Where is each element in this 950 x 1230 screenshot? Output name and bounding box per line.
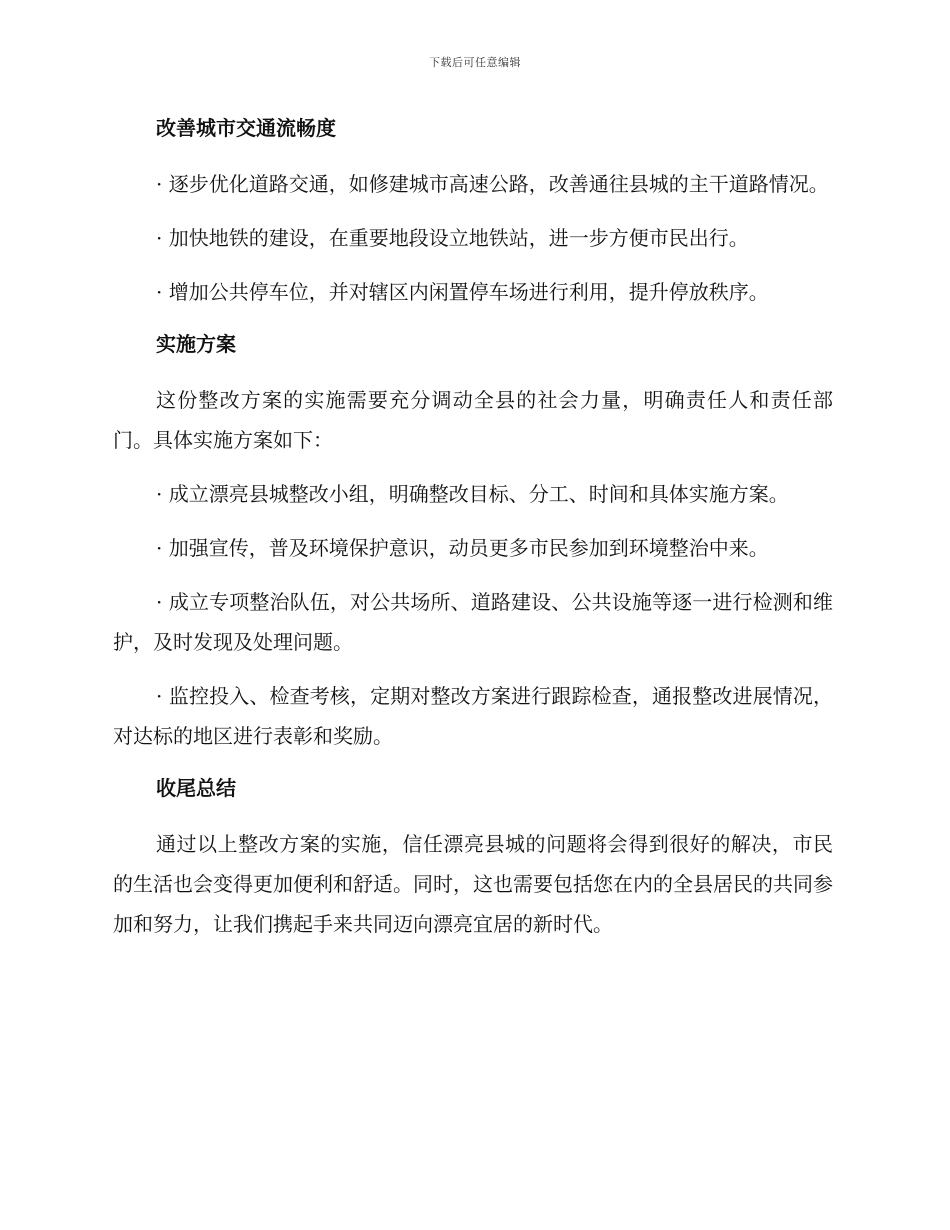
bullet-paragraph: · 成立漂亮县城整改小组，明确整改目标、分工、时间和具体实施方案。 — [156, 482, 789, 506]
bullet-paragraph: · 监控投入、检查考核，定期对整改方案进行跟踪检查，通报整改进展情况，对达标的地区进行表彰和奖励。 — [113, 684, 833, 748]
section-summary — [113, 770, 833, 944]
section-heading: 改善城市交通流畅度 — [156, 116, 336, 140]
section-implementation — [113, 326, 833, 756]
bullet-paragraph: · 逐步优化道路交通，如修建城市高速公路，改善通往县城的主干道路情况。 — [156, 172, 829, 196]
section-heading: 实施方案 — [156, 332, 236, 356]
bullet-paragraph: · 增加公共停车位，并对辖区内闲置停车场进行利用，提升停放秩序。 — [156, 280, 769, 304]
document-body — [113, 110, 833, 958]
body-paragraph: 这份整改方案的实施需要充分调动全县的社会力量，明确责任人和责任部门。具体实施方案如下： — [113, 388, 833, 452]
page-header-note: 下载后可任意编辑 — [429, 56, 521, 69]
bullet-paragraph: · 成立专项整治队伍，对公共场所、道路建设、公共设施等逐一进行检测和维护，及时发现及处理问题。 — [113, 590, 833, 654]
body-paragraph: 通过以上整改方案的实施，信任漂亮县城的问题将会得到很好的解决，市民的生活也会变得更加便利和舒适。同时，这也需要包括您在内的全县居民的共同参加和努力，让我们携起手来共同迈向漂亮宜居的新时代。 — [113, 832, 833, 936]
section-traffic — [113, 110, 833, 312]
bullet-paragraph: · 加快地铁的建设，在重要地段设立地铁站，进一步方便市民出行。 — [156, 226, 749, 250]
section-heading: 收尾总结 — [156, 776, 236, 800]
bullet-paragraph: · 加强宣传，普及环境保护意识，动员更多市民参加到环境整治中来。 — [156, 536, 769, 560]
